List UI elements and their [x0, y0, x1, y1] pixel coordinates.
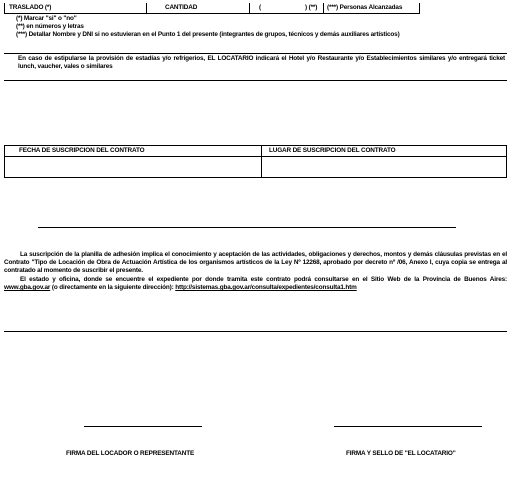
divider [261, 146, 262, 177]
signature-line-left [84, 426, 202, 427]
signature-label-locatario: FIRMA Y SELLO DE "EL LOCATARIO" [346, 450, 456, 457]
divider [249, 3, 250, 13]
top-row-table [4, 3, 420, 14]
consulta-paragraph [4, 276, 507, 292]
divider [5, 156, 506, 157]
provision-text: En caso de estipularse la provisión de estadías y/o refrigerios, EL LOCATARIO indicará el Hotel y/o Restaurante y/o Establecimientos similares y/o entregará ticket lunch, vaucher, vales o similares [18, 55, 505, 70]
consulta-text: El estado y oficina, donde se encuentre el expediente por donde tramita este contrato podrá consultarse en el Sitio Web de la Provincia de Buenos Aires: [20, 276, 507, 283]
adhesion-paragraph: La suscripción de la planilla de adhesión implica el conocimiento y aceptación de las actividades, obligaciones y derechos, montos y demás cláusulas previstas en el Contrato "Tipo de Locación de Obra de Actuación Artística de los organismos artísticos de la Ley Nº 12268, aprobado por decreto nº /06, Anexo I, cuya copia se entrega al contratado al momento de suscribir el presente. [4, 251, 507, 274]
paren-close: ) (**) [305, 4, 318, 11]
consulta-mid-text: (o directamente en la siguiente dirección): [51, 284, 174, 291]
fecha-header: FECHA DE SUSCRIPCION DEL CONTRATO [19, 147, 145, 154]
contract-table [4, 145, 507, 178]
paren-open: ( [259, 4, 261, 11]
traslado-label: TRASLADO (*) [9, 4, 52, 11]
adhesion-box [4, 249, 507, 332]
signature-label-locador: FIRMA DEL LOCADOR O REPRESENTANTE [66, 450, 195, 457]
divider [146, 3, 147, 13]
footnote: (***) Detallar Nombre y DNI si no estuvieran en el Punto 1 del presente (integrantes de grupos, técnicos y demás auxiliares artísticos) [16, 31, 400, 38]
divider [323, 3, 324, 13]
lugar-header: LUGAR DE SUSCRIPCION DEL CONTRATO [269, 147, 396, 154]
provision-box [4, 53, 507, 81]
footnotes [16, 15, 496, 39]
expediente-consulta-link[interactable]: http://sistemas.gba.gov.ar/consulta/expedientes/consulta1.htm [175, 284, 357, 291]
gba-website-link[interactable]: www.gba.gov.ar [4, 284, 51, 291]
signature-line-right [334, 426, 482, 427]
footnote: (**) en números y letras [16, 23, 84, 30]
cantidad-label: CANTIDAD [165, 4, 198, 11]
personas-label: (***) Personas Alcanzadas [327, 4, 403, 11]
separator-line [38, 227, 456, 228]
footnote: (*) Marcar "si" o "no" [16, 15, 77, 22]
